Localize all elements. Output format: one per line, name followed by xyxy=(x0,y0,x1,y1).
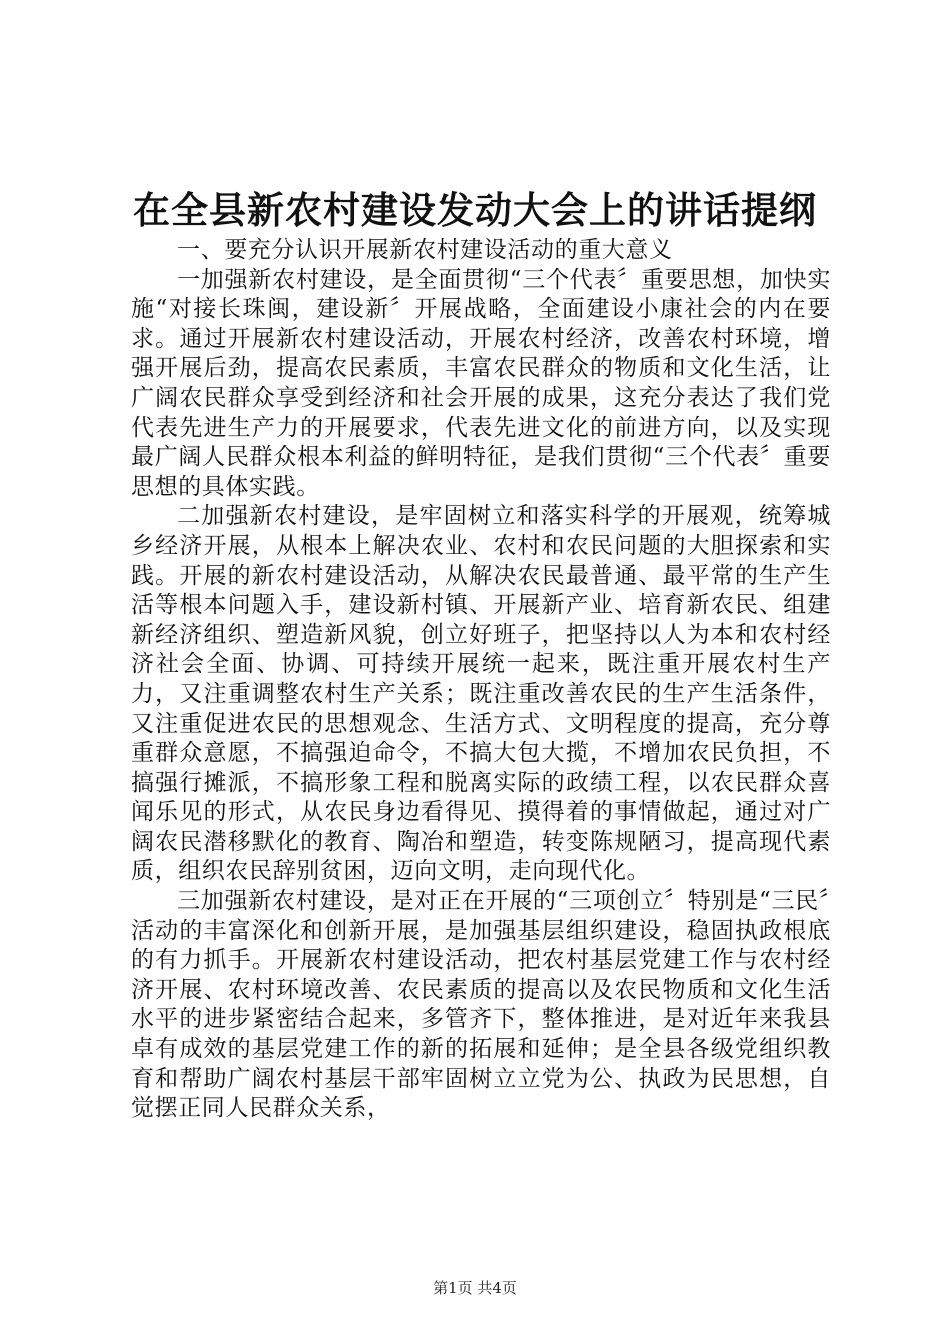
paragraph-1: 一加强新农村建设，是全面贯彻“三个代表〞重要思想，加快实施“对接长珠闽，建设新〞开展战略，全面建设小康社会的内在要求。通过开展新农村建设活动，开展农村经济，改善农村环境，增强开展后劲，提高农民素质，丰富农民群众的物质和文化生活，让广阔农民群众享受到经济和社会开展的成果，这充分表达了我们党代表先进生产力的开展要求，代表先进文化的前进方向，以及实现最广阔人民群众根本利益的鲜明特征，是我们贯彻“三个代表〞重要思想的具体实践。 xyxy=(131,266,831,500)
document-body xyxy=(131,236,831,1124)
paragraph-3: 三加强新农村建设，是对正在开展的“三项创立〞特别是“三民〞活动的丰富深化和创新开展，是加强基层组织建设，稳固执政根底的有力抓手。开展新农村建设活动，把农村基层党建工作与农村经济开展、农村环境改善、农民素质的提高以及农民物质和文化生活水平的进步紧密结合起来，多管齐下，整体推进，是对近年来我县卓有成效的基层党建工作的新的拓展和延伸；是全县各级党组织教育和帮助广阔农村基层干部牢固树立立党为公、执政为民思想，自觉摆正同人民群众关系， xyxy=(131,888,831,1122)
section-heading: 一、要充分认识开展新农村建设活动的重大意义 xyxy=(177,237,673,263)
document-title: 在全县新农村建设发动大会上的讲话提纲 xyxy=(133,188,817,232)
paragraph-2: 二加强新农村建设，是牢固树立和落实科学的开展观，统筹城乡经济开展，从根本上解决农业、农村和农民问题的大胆探索和实践。开展的新农村建设活动，从解决农民最普通、最平常的生产生活等根本问题入手，建设新村镇、开展新产业、培育新农民、组建新经济组织、塑造新风貌，创立好班子，把坚持以人为本和农村经济社会全面、协调、可持续开展统一起来，既注重开展农村生产力，又注重调整农村生产关系；既注重改善农民的生产生活条件，又注重促进农民的思想观念、生活方式、文明程度的提高，充分尊重群众意愿，不搞强迫命令，不搞大包大揽，不增加农民负担，不搞强行摊派，不搞形象工程和脱离实际的政绩工程，以农民群众喜闻乐见的形式，从农民身边看得见、摸得着的事情做起，通过对广阔农民潜移默化的教育、陶冶和塑造，转变陈规陋习，提高现代素质，组织农民辞别贫困，迈向文明，走向现代化。 xyxy=(131,503,831,885)
page-number-footer: 第1页 共4页 xyxy=(433,1279,517,1297)
